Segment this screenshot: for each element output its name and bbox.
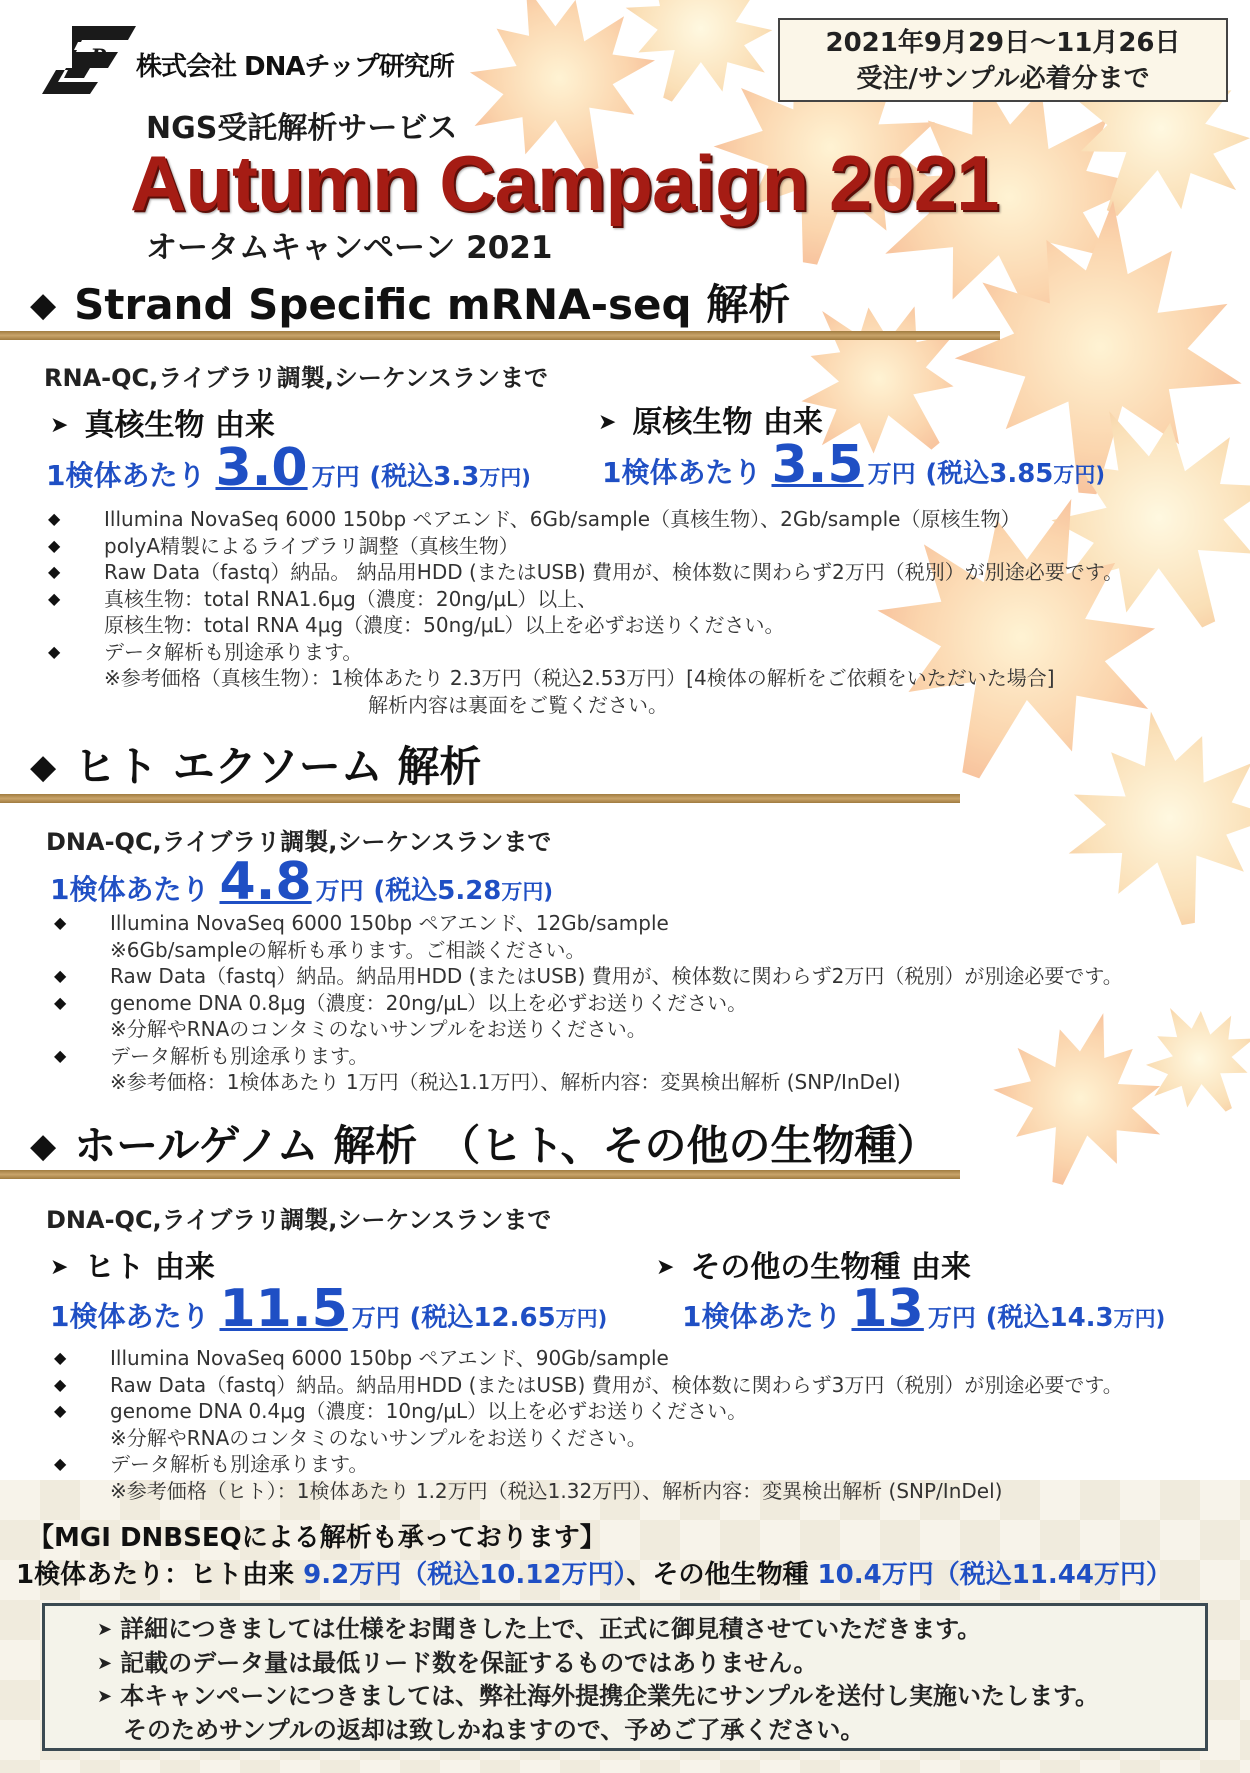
- list-item-text: 原核生物：total RNA 4μg（濃度：50ng/μL）以上を必ずお送りください。: [104, 613, 785, 637]
- diamond-icon: ◆: [48, 562, 61, 581]
- list-item-text: データ解析も別途承ります。: [110, 1452, 369, 1476]
- list-item: [48, 506, 1123, 533]
- price-tax: (税込14.3: [985, 1303, 1114, 1333]
- price-value: 3.5: [771, 435, 864, 495]
- list-item-continuation: [54, 1069, 1123, 1096]
- note-item-continuation: [97, 1715, 1099, 1747]
- diamond-icon: ◆: [48, 535, 61, 555]
- price-prokaryote: [602, 435, 1105, 495]
- list-item-continuation: [48, 612, 1123, 639]
- price-tax-unit: 万円): [501, 880, 554, 904]
- company-name: 株式会社 DNAチップ研究所: [136, 52, 454, 82]
- list-item-continuation: [48, 692, 1123, 719]
- price-other: [682, 1279, 1165, 1339]
- list-item-text: Raw Data（fastq）納品。納品用HDD (またはUSB) 費用が、検体数に関わらず3万円（税別）が別途必要です。: [110, 1372, 1123, 1397]
- arrowhead-icon: ➤: [97, 1686, 113, 1707]
- note-text: 記載のデータ量は最低リード数を保証するものではありません。: [120, 1648, 818, 1677]
- section-title: ヒト エクソーム 解析: [74, 742, 482, 791]
- list-item-text: Raw Data（fastq）納品。 納品用HDD (またはUSB) 費用が、検体数に関わらず2万円（税別）が別途必要です。: [104, 560, 1124, 584]
- diamond-icon: ◆: [48, 641, 61, 661]
- list-item: [48, 586, 1123, 613]
- list-item-text: ※6Gb/sampleの解析も承ります。ご相談ください。: [110, 937, 586, 962]
- arrowhead-icon: ➤: [656, 1255, 675, 1280]
- company-logo: [38, 22, 142, 98]
- org-label: ヒト 由来: [84, 1250, 215, 1285]
- section-heading-exome: [30, 734, 481, 794]
- list-item-text: ※参考価格（真核生物）：1検体あたり 2.3万円（税込2.53万円）[4検体の解析をご依頼をいただいた場合]: [104, 666, 1055, 690]
- list-item: [54, 1398, 1123, 1425]
- list-item: [54, 963, 1123, 990]
- org-label: 真核生物 由来: [84, 408, 275, 443]
- diamond-icon: ◆: [48, 509, 61, 528]
- scope-label: DNA-QC,ライブラリ調製,シーケンスランまで: [46, 828, 552, 856]
- list-item: [54, 1345, 1123, 1372]
- list-item-text: genome DNA 0.8μg（濃度：20ng/μL）以上を必ずお送りください。: [110, 990, 748, 1015]
- mgi-mid: 、その他生物種: [626, 1560, 809, 1590]
- diamond-icon: ◆: [54, 1045, 67, 1065]
- price-value: 3.0: [215, 438, 308, 498]
- price-per-label: 1検体あたり: [50, 1300, 210, 1333]
- list-item: [54, 990, 1123, 1017]
- diamond-icon: ◆: [54, 1348, 67, 1367]
- price-exome: [50, 852, 553, 912]
- list-item: [48, 559, 1123, 586]
- price-tax-unit: 万円): [1053, 463, 1106, 487]
- list-item-continuation: [54, 937, 1123, 964]
- list-item-text: genome DNA 0.4μg（濃度：10ng/μL）以上を必ずお送りください。: [110, 1399, 748, 1423]
- svg-text:R: R: [90, 43, 108, 72]
- list-item-text: ※参考価格：1検体あたり 1万円（税込1.1万円）、解析内容：変異検出解析 (SNP/InDel): [110, 1070, 901, 1094]
- campaign-title-kana: オータムキャンペーン 2021: [146, 230, 553, 266]
- diamond-icon: ◆: [54, 913, 67, 932]
- diamond-icon: ◆: [54, 1454, 67, 1473]
- list-item-text: Illumina NovaSeq 6000 150bp ペアエンド、6Gb/sample（真核生物）、2Gb/sample（原核生物）: [104, 507, 1021, 531]
- note-item: [97, 1614, 1099, 1648]
- campaign-deadline: 受注/サンプル必着分まで: [856, 64, 1150, 94]
- list-item-text: データ解析も別途承ります。: [104, 639, 363, 664]
- exome-details-list: [54, 910, 1123, 1096]
- note-item: [97, 1681, 1099, 1715]
- list-item-text: データ解析も別途承ります。: [110, 1043, 369, 1068]
- list-item-text: Illumina NovaSeq 6000 150bp ペアエンド、90Gb/sample: [110, 1346, 669, 1370]
- price-unit: 万円: [311, 463, 360, 491]
- price-tax: (税込3.3: [369, 462, 480, 492]
- diamond-icon: ◆: [54, 1374, 67, 1394]
- list-item-text: Raw Data（fastq）納品。納品用HDD (またはUSB) 費用が、検体数に関わらず2万円（税別）が別途必要です。: [110, 964, 1123, 988]
- diamond-icon: ◆: [30, 1126, 57, 1166]
- list-item: [54, 1372, 1123, 1399]
- arrowhead-icon: ➤: [50, 413, 69, 438]
- mgi-prices: [16, 1554, 1172, 1591]
- diamond-icon: ◆: [48, 588, 61, 608]
- list-item: [48, 533, 1123, 560]
- price-unit: 万円: [867, 460, 916, 488]
- price-per-label: 1検体あたり: [46, 459, 206, 492]
- arrowhead-icon: ➤: [598, 410, 617, 435]
- mgi-heading: 【MGI DNBSEQによる解析も承っております】: [28, 1523, 606, 1553]
- list-item-text: ※分解やRNAのコンタミのないサンプルをお送りください。: [110, 1017, 647, 1041]
- org-label: その他の生物種 由来: [690, 1250, 971, 1285]
- section-heading-mrna: [30, 272, 790, 332]
- notes-box: [42, 1603, 1208, 1751]
- diamond-icon: ◆: [54, 992, 67, 1012]
- note-text: そのためサンプルの返却は致しかねますので、予めご了承ください。: [123, 1715, 865, 1744]
- list-item: [48, 639, 1123, 666]
- price-value: 4.8: [219, 852, 312, 912]
- service-subtitle: NGS受託解析サービス: [146, 111, 458, 146]
- org-label: 原核生物 由来: [632, 405, 823, 440]
- list-item-text: polyA精製によるライブラリ調整（真核生物）: [104, 533, 519, 558]
- list-item-text: 真核生物：total RNA1.6μg（濃度：20ng/μL）以上、: [104, 586, 598, 611]
- price-tax: (税込5.28: [373, 876, 502, 906]
- price-human: [50, 1279, 607, 1339]
- price-eukaryote: [46, 438, 531, 498]
- diamond-icon: ◆: [30, 747, 57, 787]
- list-item-text: 解析内容は裏面をご覧ください。: [368, 692, 668, 717]
- section-title: ホールゲノム 解析 （ヒト、その他の生物種）: [74, 1121, 939, 1170]
- mrna-details-list: [48, 506, 1123, 718]
- diamond-icon: ◆: [54, 1401, 67, 1420]
- price-unit: 万円: [351, 1304, 400, 1332]
- price-value: 13: [851, 1279, 924, 1339]
- price-value: 11.5: [219, 1279, 348, 1339]
- diamond-icon: ◆: [54, 966, 67, 985]
- price-per-label: 1検体あたり: [50, 873, 210, 906]
- arrowhead-icon: ➤: [97, 1652, 113, 1674]
- price-per-label: 1検体あたり: [602, 456, 762, 489]
- price-tax-unit: 万円): [479, 466, 531, 490]
- price-per-label: 1検体あたり: [682, 1300, 842, 1333]
- arrowhead-icon: ➤: [50, 1255, 69, 1280]
- list-item: [54, 1043, 1123, 1070]
- section-title: Strand Specific mRNA-seq 解析: [74, 280, 791, 329]
- section-divider: [0, 1170, 960, 1179]
- price-tax-unit: 万円): [555, 1307, 608, 1331]
- mgi-prefix: 1検体あたり：ヒト由来: [16, 1560, 295, 1590]
- scope-label: DNA-QC,ライブラリ調製,シーケンスランまで: [46, 1206, 552, 1234]
- campaign-title: Autumn Campaign 2021: [130, 139, 999, 227]
- section-divider: [0, 794, 960, 803]
- list-item-text: ※参考価格（ヒト）：1検体あたり 1.2万円（税込1.32万円）、解析内容：変異検出解析 (SNP/InDel): [110, 1478, 1003, 1503]
- price-tax: (税込12.65: [409, 1303, 556, 1333]
- price-unit: 万円: [315, 877, 364, 905]
- price-tax-unit: 万円): [1113, 1307, 1166, 1331]
- scope-label: RNA-QC,ライブラリ調製,シーケンスランまで: [44, 364, 548, 392]
- diamond-icon: ◆: [30, 285, 57, 325]
- list-item-continuation: [54, 1425, 1123, 1452]
- list-item-continuation: [48, 665, 1123, 692]
- list-item-continuation: [54, 1016, 1123, 1043]
- list-item-continuation: [54, 1478, 1123, 1505]
- campaign-period-box: [778, 18, 1228, 102]
- list-item: [54, 1451, 1123, 1478]
- price-tax: (税込3.85: [925, 459, 1054, 489]
- note-text: 本キャンペーンにつきましては、弊社海外提携企業先にサンプルを送付し実施いたします。: [120, 1682, 1100, 1710]
- mgi-other-price: 10.4万円（税込11.44万円）: [817, 1560, 1172, 1590]
- campaign-dates: 2021年9月29日～11月26日: [825, 28, 1181, 58]
- arrowhead-icon: ➤: [97, 1619, 113, 1640]
- list-item-text: ※分解やRNAのコンタミのないサンプルをお送りください。: [110, 1425, 647, 1450]
- section-heading-wgs: [30, 1113, 938, 1173]
- list-item: [54, 910, 1123, 937]
- list-item-text: Illumina NovaSeq 6000 150bp ペアエンド、12Gb/sample: [110, 911, 669, 935]
- wgs-details-list: [54, 1345, 1123, 1504]
- mgi-human-price: 9.2万円（税込10.12万円）: [303, 1560, 627, 1590]
- note-item: [97, 1648, 1099, 1682]
- price-unit: 万円: [927, 1304, 976, 1332]
- section-divider: [0, 331, 1000, 340]
- note-text: 詳細につきましては仕様をお聞きした上で、正式に御見積させていただきます。: [120, 1615, 982, 1643]
